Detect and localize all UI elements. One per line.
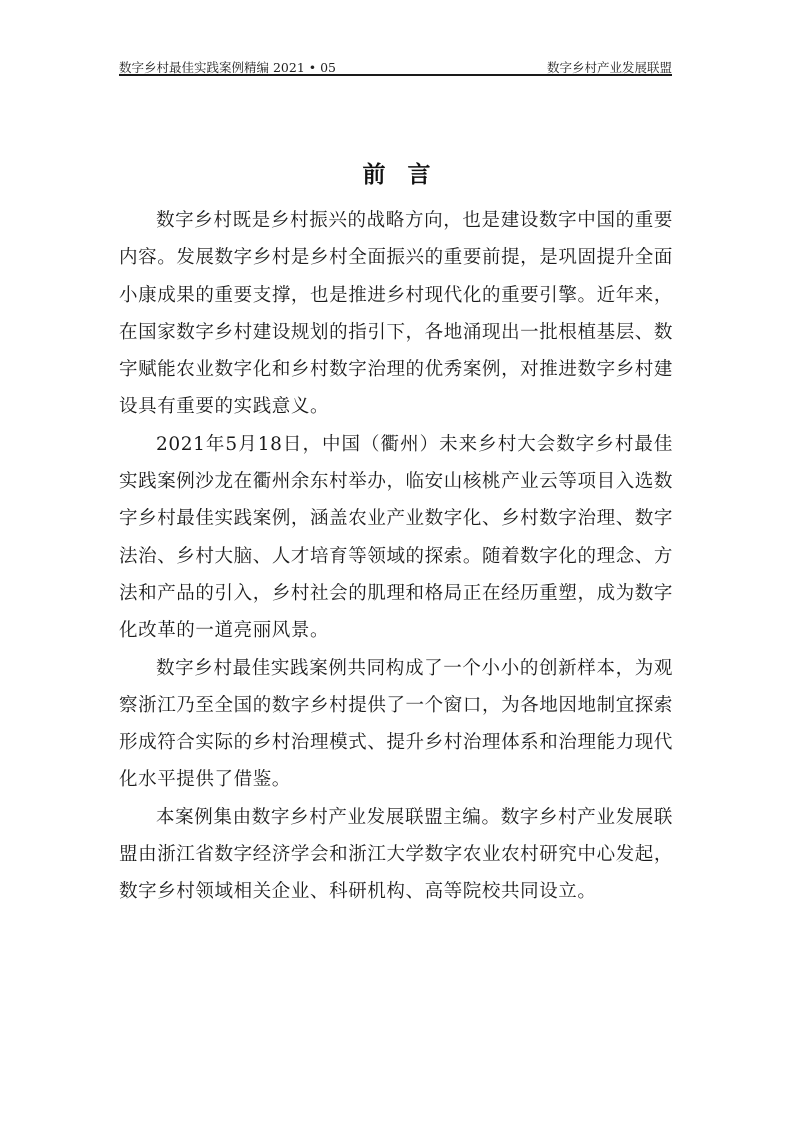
body-text [119, 202, 673, 911]
header-publication-title: 数字乡村最佳实践案例精编 2021 • 05 [119, 60, 337, 75]
paragraph-4: 本案例集由数字乡村产业发展联盟主编。数字乡村产业发展联盟由浙江省数字经济学会和浙江大学数字农业农村研究中心发起，数字乡村领域相关企业、科研机构、高等院校共同设立。 [119, 806, 673, 903]
paragraph-3: 数字乡村最佳实践案例共同构成了一个小小的创新样本，为观察浙江乃至全国的数字乡村提供了一个窗口，为各地因地制宜探索形成符合实际的乡村治理模式、提升乡村治理体系和治理能力现代化水平提供了借鉴。 [119, 657, 673, 791]
page-title: 前言 [362, 161, 453, 189]
page-header [119, 52, 672, 76]
paragraph-2: 2021年5月18日，中国（衢州）未来乡村大会数字乡村最佳实践案例沙龙在衢州余东村举办，临安山核桃产业云等项目入选数字乡村最佳实践案例，涵盖农业产业数字化、乡村数字治理、数字法治、乡村大脑、人才培育等领域的探索。随着数字化的理念、方法和产品的引入，乡村社会的肌理和格局正在经历重塑，成为数字化改革的一道亮丽风景。 [119, 433, 673, 642]
header-divider [119, 74, 672, 76]
header-organization: 数字乡村产业发展联盟 [546, 60, 672, 75]
paragraph-1: 数字乡村既是乡村振兴的战略方向，也是建设数字中国的重要内容。发展数字乡村是乡村全面振兴的重要前提，是巩固提升全面小康成果的重要支撑，也是推进乡村现代化的重要引擎。近年来，在国家数字乡村建设规划的指引下，各地涌现出一批根植基层、数字赋能农业数字化和乡村数字治理的优秀案例，对推进数字乡村建设具有重要的实践意义。 [119, 210, 673, 418]
